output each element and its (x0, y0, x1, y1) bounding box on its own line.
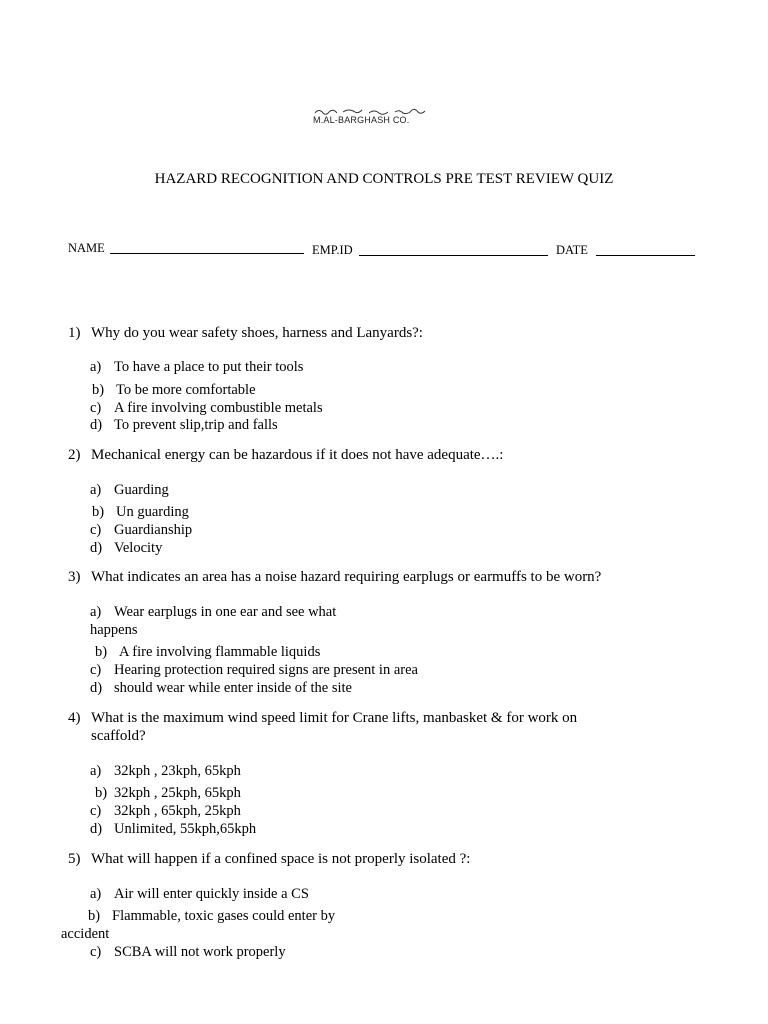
question-1-number: 1) (68, 325, 81, 341)
option-text: A fire involving combustible metals (114, 400, 323, 416)
option-text: Velocity (114, 540, 163, 556)
option-letter: b) (88, 908, 101, 924)
option-letter: c) (90, 944, 102, 960)
option-text: To have a place to put their tools (114, 359, 304, 375)
name-field-line[interactable] (110, 253, 304, 254)
option-text: Unlimited, 55kph,65kph (114, 821, 257, 837)
option-letter: a) (90, 886, 102, 902)
option-text: Flammable, toxic gases could enter by (112, 908, 336, 924)
option-text: 32kph , 23kph, 65kph (114, 763, 241, 779)
option-letter: d) (90, 417, 103, 433)
empid-field-line[interactable] (359, 255, 548, 256)
question-3-number: 3) (68, 569, 81, 585)
option-letter: d) (90, 540, 103, 556)
question-4-text-continued: scaffold? (91, 728, 146, 744)
option-text: Hearing protection required signs are present in area (114, 662, 418, 678)
option-text: Wear earplugs in one ear and see what (114, 604, 337, 620)
option-text-continued: accident (61, 926, 110, 942)
question-2-number: 2) (68, 447, 81, 463)
option-text: Guardianship (114, 522, 193, 538)
option-text: A fire involving flammable liquids (119, 644, 321, 660)
question-4-text: What is the maximum wind speed limit for Crane lifts, manbasket & for work on (91, 710, 578, 726)
option-text: Guarding (114, 482, 169, 498)
company-logo-text: M.AL-BARGHASH CO. (313, 115, 410, 125)
option-letter: b) (95, 785, 108, 801)
option-letter: d) (90, 821, 103, 837)
name-label: NAME (68, 241, 105, 255)
option-letter: c) (90, 522, 102, 538)
question-3-text: What indicates an area has a noise hazard requiring earplugs or earmuffs to be worn? (91, 569, 602, 585)
option-text: 32kph , 25kph, 65kph (114, 785, 241, 801)
option-letter: a) (90, 604, 102, 620)
option-letter: a) (90, 482, 102, 498)
option-text: Un guarding (116, 504, 189, 520)
date-field-line[interactable] (596, 255, 695, 256)
option-text: Air will enter quickly inside a CS (114, 886, 309, 902)
option-text: To be more comfortable (116, 382, 256, 398)
option-text: 32kph , 65kph, 25kph (114, 803, 241, 819)
question-2-text: Mechanical energy can be hazardous if it does not have adequate….: (91, 447, 504, 463)
quiz-title: HAZARD RECOGNITION AND CONTROLS PRE TEST REVIEW QUIZ (154, 171, 614, 187)
option-text: To prevent slip,trip and falls (114, 417, 278, 433)
option-letter: b) (92, 382, 105, 398)
question-5-text: What will happen if a confined space is not properly isolated ?: (91, 851, 471, 867)
option-letter: a) (90, 359, 102, 375)
empid-label: EMP.ID (312, 243, 353, 257)
option-letter: c) (90, 400, 102, 416)
option-text-continued: happens (90, 622, 138, 638)
question-5-number: 5) (68, 851, 81, 867)
option-letter: c) (90, 662, 102, 678)
option-letter: b) (92, 504, 105, 520)
option-text: should wear while enter inside of the site (114, 680, 352, 696)
question-1-text: Why do you wear safety shoes, harness and Lanyards?: (91, 325, 423, 341)
option-letter: c) (90, 803, 102, 819)
option-letter: a) (90, 763, 102, 779)
option-text: SCBA will not work properly (114, 944, 286, 960)
option-letter: b) (95, 644, 108, 660)
question-4-number: 4) (68, 710, 81, 726)
option-letter: d) (90, 680, 103, 696)
date-label: DATE (556, 243, 588, 257)
